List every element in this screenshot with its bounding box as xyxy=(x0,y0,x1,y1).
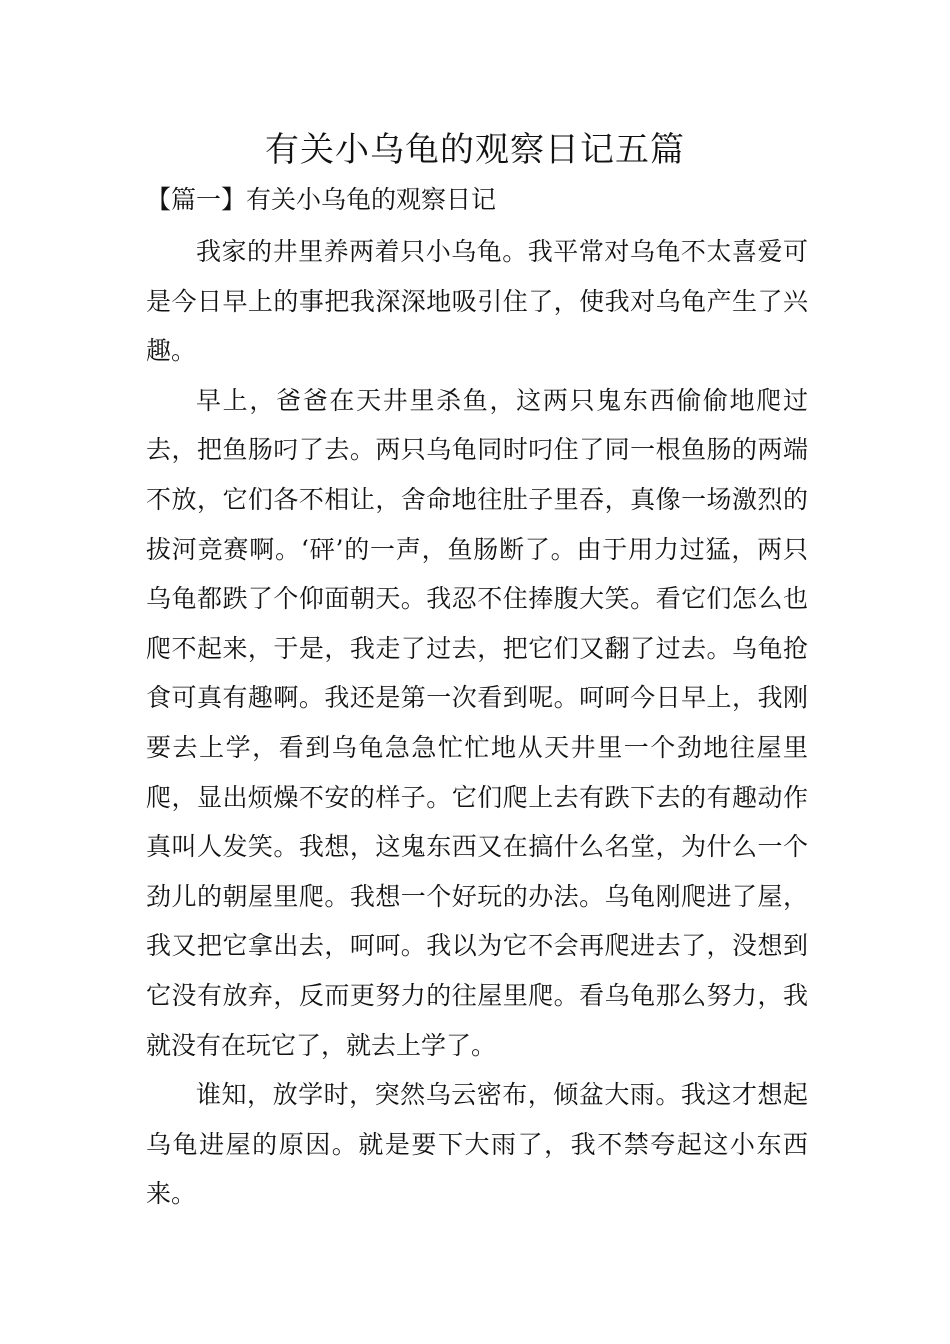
paragraph-2: 早上，爸爸在天井里杀鱼，这两只鬼东西偷偷地爬过去，把鱼肠叼了去。两只乌龟同时叼住了同一根鱼肠的两端不放，它们各不相让，舍命地往肚子里吞，真像一场激烈的拔河竞赛啊。‘砰’的一声，鱼肠断了。由于用力过猛，两只乌龟都跌了个仰面朝天。我忍不住捧腹大笑。看它们怎么也爬不起来，于是，我走了过去，把它们又翻了过去。乌龟抢食可真有趣啊。我还是第一次看到呢。呵呵今日早上，我刚要去上学，看到乌龟急急忙忙地从天井里一个劲地往屋里爬，显出烦燥不安的样子。它们爬上去有跌下去的有趣动作真叫人发笑。我想，这鬼东西又在搞什么名堂，为什么一个劲儿的朝屋里爬。我想一个好玩的办法。乌龟刚爬进了屋，我又把它拿出去，呵呵。我以为它不会再爬进去了，没想到它没有放弃，反而更努力的往屋里爬。看乌龟那么努力，我就没有在玩它了，就去上学了。 xyxy=(146,385,808,1060)
document-title: 有关小乌龟的观察日记五篇 xyxy=(265,130,685,170)
section-heading: 【篇一】有关小乌龟的观察日记 xyxy=(146,185,497,214)
paragraph-3: 谁知，放学时，突然乌云密布，倾盆大雨。我这才想起乌龟进屋的原因。就是要下大雨了，我不禁夸起这小东西来。 xyxy=(146,1080,808,1209)
article-body xyxy=(146,227,808,1219)
paragraph-1: 我家的井里养两着只小乌龟。我平常对乌龟不太喜爱可是今日早上的事把我深深地吸引住了，使我对乌龟产生了兴趣。 xyxy=(146,237,808,366)
